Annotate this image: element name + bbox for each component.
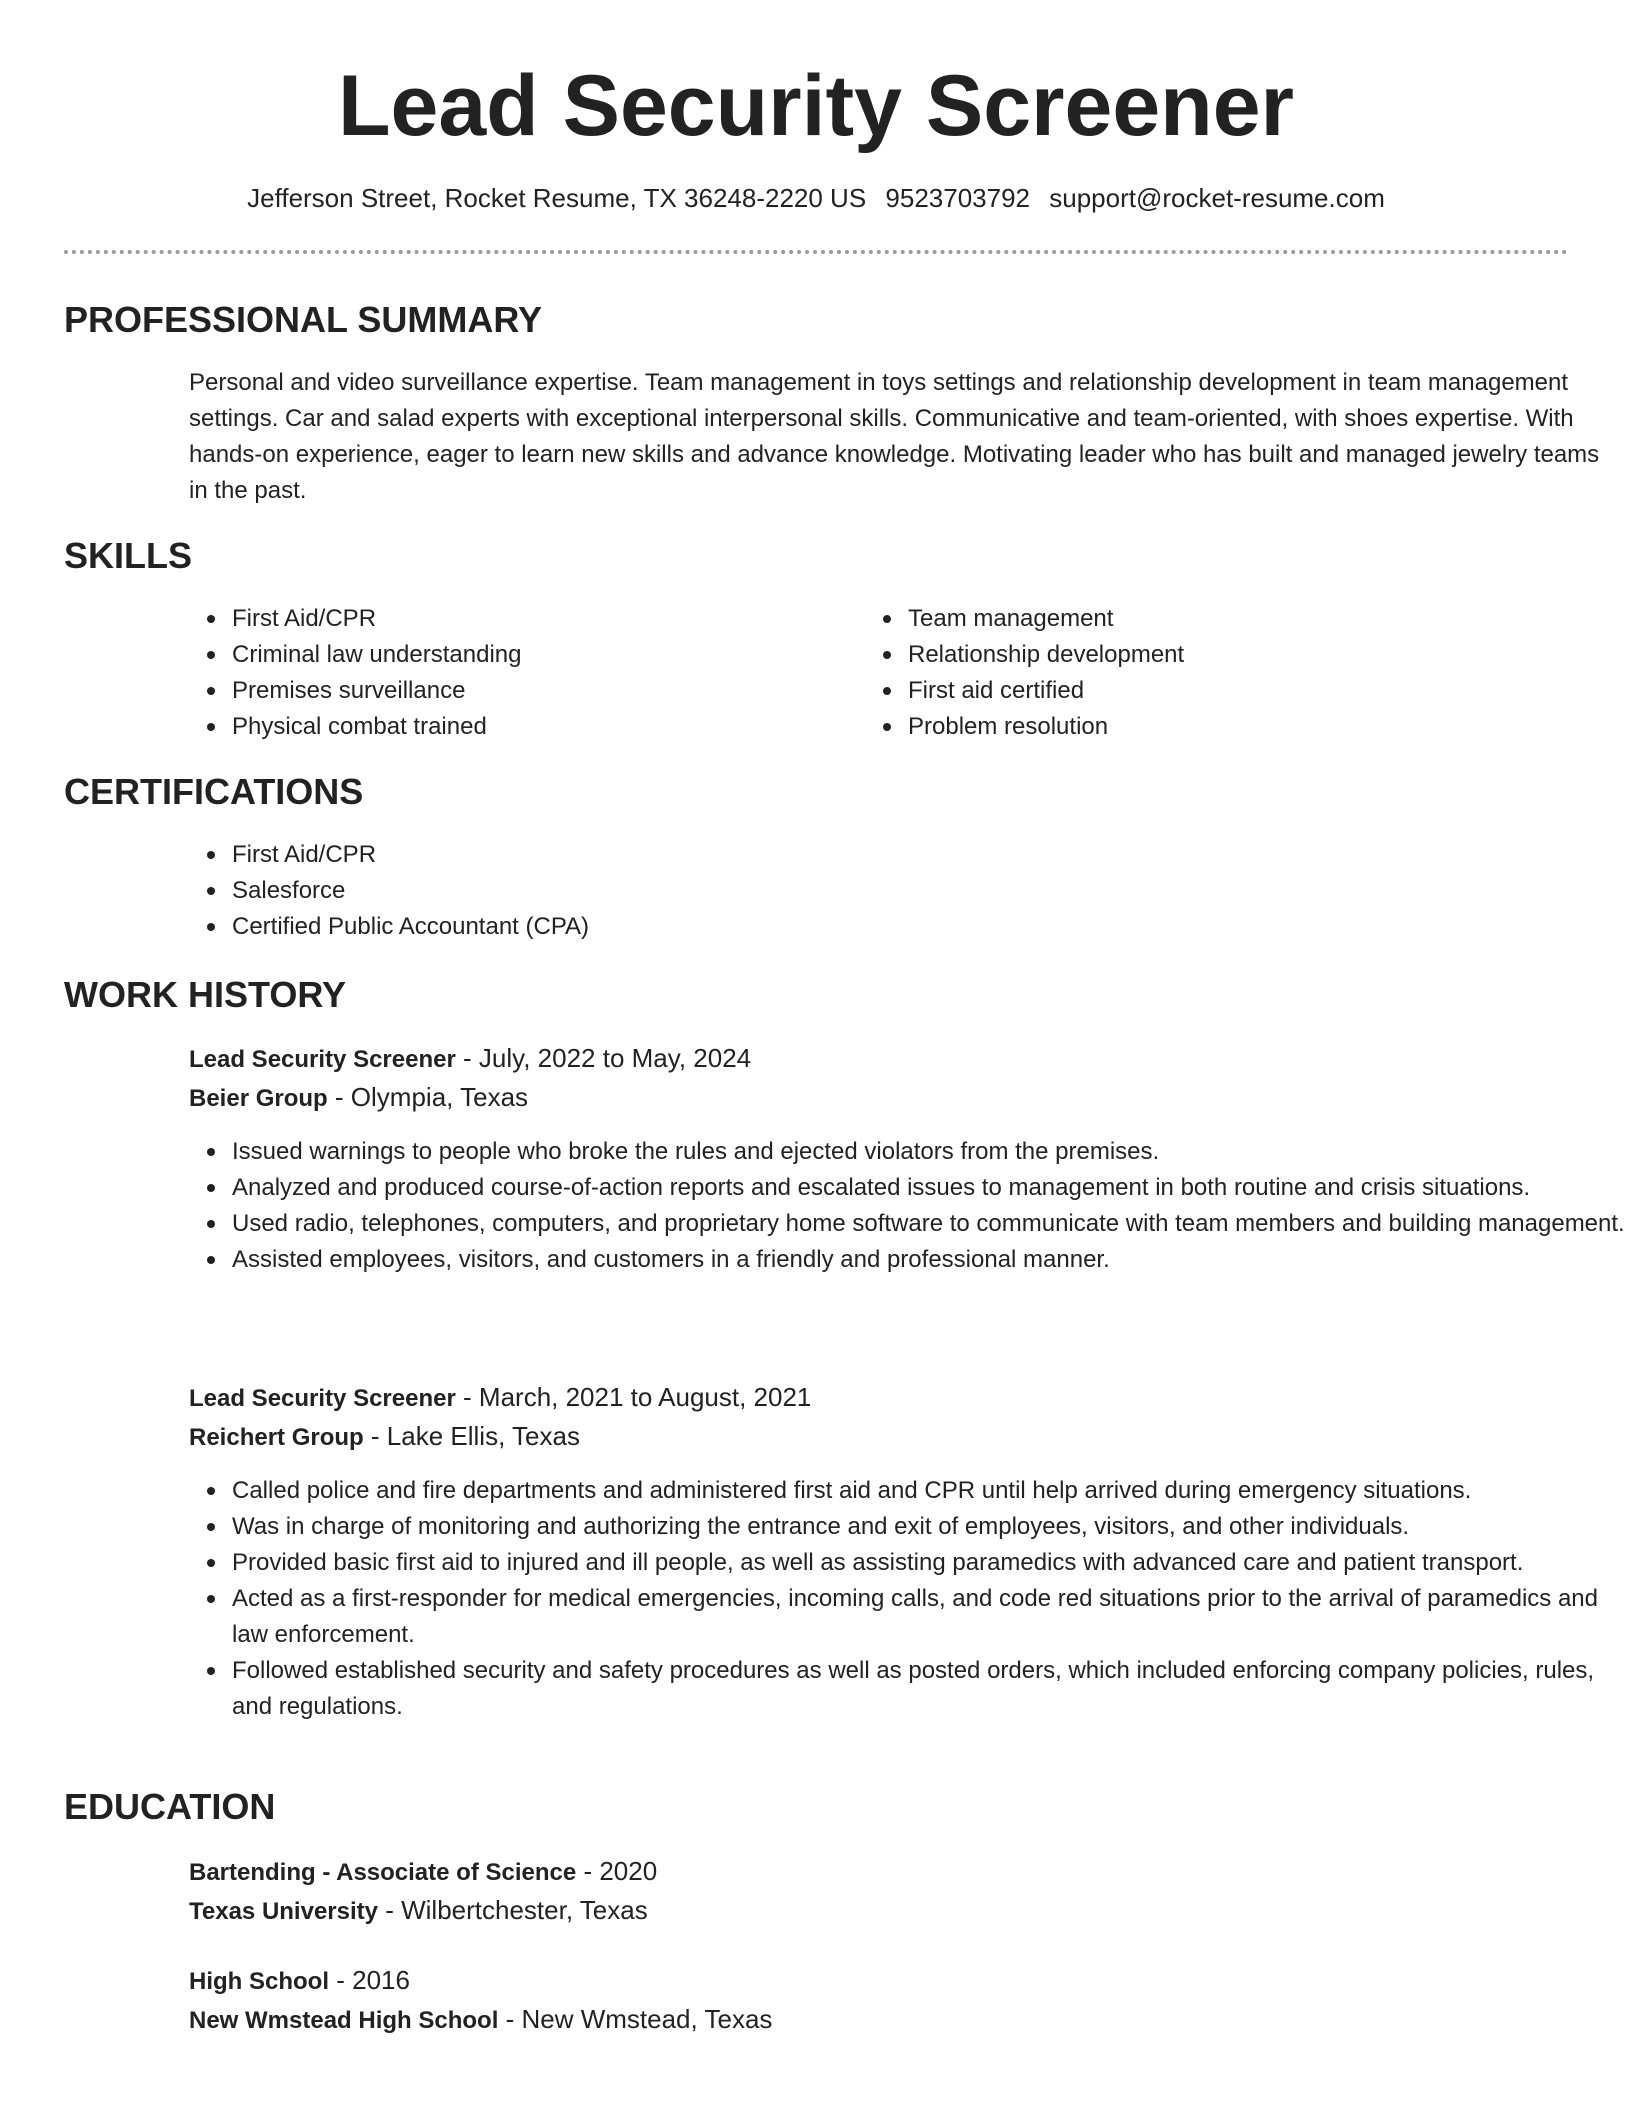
list-item: Assisted employees, visitors, and customers in a friendly and professional manner.: [232, 1242, 1632, 1278]
job-location: - Olympia, Texas: [327, 1082, 529, 1112]
section-title-skills: SKILLS: [64, 535, 193, 576]
job-bullets: [189, 1134, 1632, 1278]
list-item: Salesforce: [232, 873, 1532, 909]
job-company-line: [189, 1418, 580, 1456]
list-item: Used radio, telephones, computers, and proprietary home software to communicate with team members and building management.: [232, 1206, 1632, 1242]
education-school-line: [189, 1892, 648, 1930]
list-item: Relationship development: [908, 637, 1528, 673]
candidate-name: Lead Security Screener: [337, 58, 1295, 154]
list-item: Team management: [908, 601, 1528, 637]
certifications-list: [189, 837, 1532, 945]
job-company-line: [189, 1079, 528, 1117]
list-item: Was in charge of monitoring and authorizing the entrance and exit of employees, visitors, and other individuals.: [232, 1509, 1632, 1545]
education-school: Texas University: [189, 1898, 378, 1925]
skills-list-right: [865, 601, 1528, 745]
job-company: Reichert Group: [189, 1424, 364, 1451]
section-title-education: EDUCATION: [64, 1786, 276, 1827]
job-dates: - March, 2021 to August, 2021: [455, 1382, 812, 1412]
education-degree-line: [189, 1853, 657, 1891]
education-location: - New Wmstead, Texas: [498, 2004, 773, 2034]
list-item: First Aid/CPR: [232, 601, 852, 637]
job-role: Lead Security Screener: [189, 1046, 456, 1073]
list-item: Called police and fire departments and administered first aid and CPR until help arrived during emergency situations.: [232, 1473, 1632, 1509]
section-title-summary: PROFESSIONAL SUMMARY: [64, 299, 543, 340]
job-location: - Lake Ellis, Texas: [363, 1421, 580, 1451]
education-year: - 2016: [329, 1965, 410, 1995]
job-title-line: [189, 1040, 751, 1078]
skills-list-left: [189, 601, 852, 745]
job-dates: - July, 2022 to May, 2024: [455, 1043, 752, 1073]
header-divider: [64, 250, 1568, 254]
address: Jefferson Street, Rocket Resume, TX 36248-2220 US: [247, 183, 867, 213]
list-item: Provided basic first aid to injured and ill people, as well as assisting paramedics with advanced care and patient transport.: [232, 1545, 1632, 1581]
job-role: Lead Security Screener: [189, 1385, 456, 1412]
section-title-certifications: CERTIFICATIONS: [64, 771, 364, 812]
list-item: First aid certified: [908, 673, 1528, 709]
education-school: New Wmstead High School: [189, 2007, 499, 2034]
list-item: First Aid/CPR: [232, 837, 1532, 873]
section-title-work-history: WORK HISTORY: [64, 974, 347, 1015]
list-item: Issued warnings to people who broke the rules and ejected violators from the premises.: [232, 1134, 1632, 1170]
list-item: Premises surveillance: [232, 673, 852, 709]
education-degree: Bartending - Associate of Science: [189, 1859, 577, 1886]
phone: 9523703792: [885, 183, 1031, 213]
list-item: Analyzed and produced course-of-action reports and escalated issues to management in both routine and crisis situations.: [232, 1170, 1632, 1206]
list-item: Acted as a first-responder for medical emergencies, incoming calls, and code red situations prior to the arrival of paramedics and law enforcement.: [232, 1581, 1632, 1653]
summary-text: Personal and video surveillance expertise. Team management in toys settings and relationship development in team management settings. Car and salad experts with exceptional interpersonal skills. Communicative and team-oriented, with shoes expertise. With hands-on experience, eager to learn new skills and advance knowledge. Motivating leader who has built and managed jewelry teams in the past.: [189, 369, 1600, 504]
list-item: Criminal law understanding: [232, 637, 852, 673]
education-year: - 2020: [576, 1856, 658, 1886]
list-item: Certified Public Accountant (CPA): [232, 909, 1532, 945]
job-bullets: [189, 1473, 1632, 1725]
contact-line: [64, 180, 1568, 216]
education-degree-line: [189, 1962, 410, 2000]
list-item: Physical combat trained: [232, 709, 852, 745]
email: support@rocket-resume.com: [1049, 183, 1385, 213]
education-location: - Wilbertchester, Texas: [378, 1895, 648, 1925]
education-degree: High School: [189, 1968, 329, 1995]
job-title-line: [189, 1379, 811, 1417]
education-school-line: [189, 2001, 772, 2039]
list-item: Followed established security and safety procedures as well as posted orders, which included enforcing company policies, rules, and regulations.: [232, 1653, 1632, 1725]
job-company: Beier Group: [189, 1085, 328, 1112]
list-item: Problem resolution: [908, 709, 1528, 745]
